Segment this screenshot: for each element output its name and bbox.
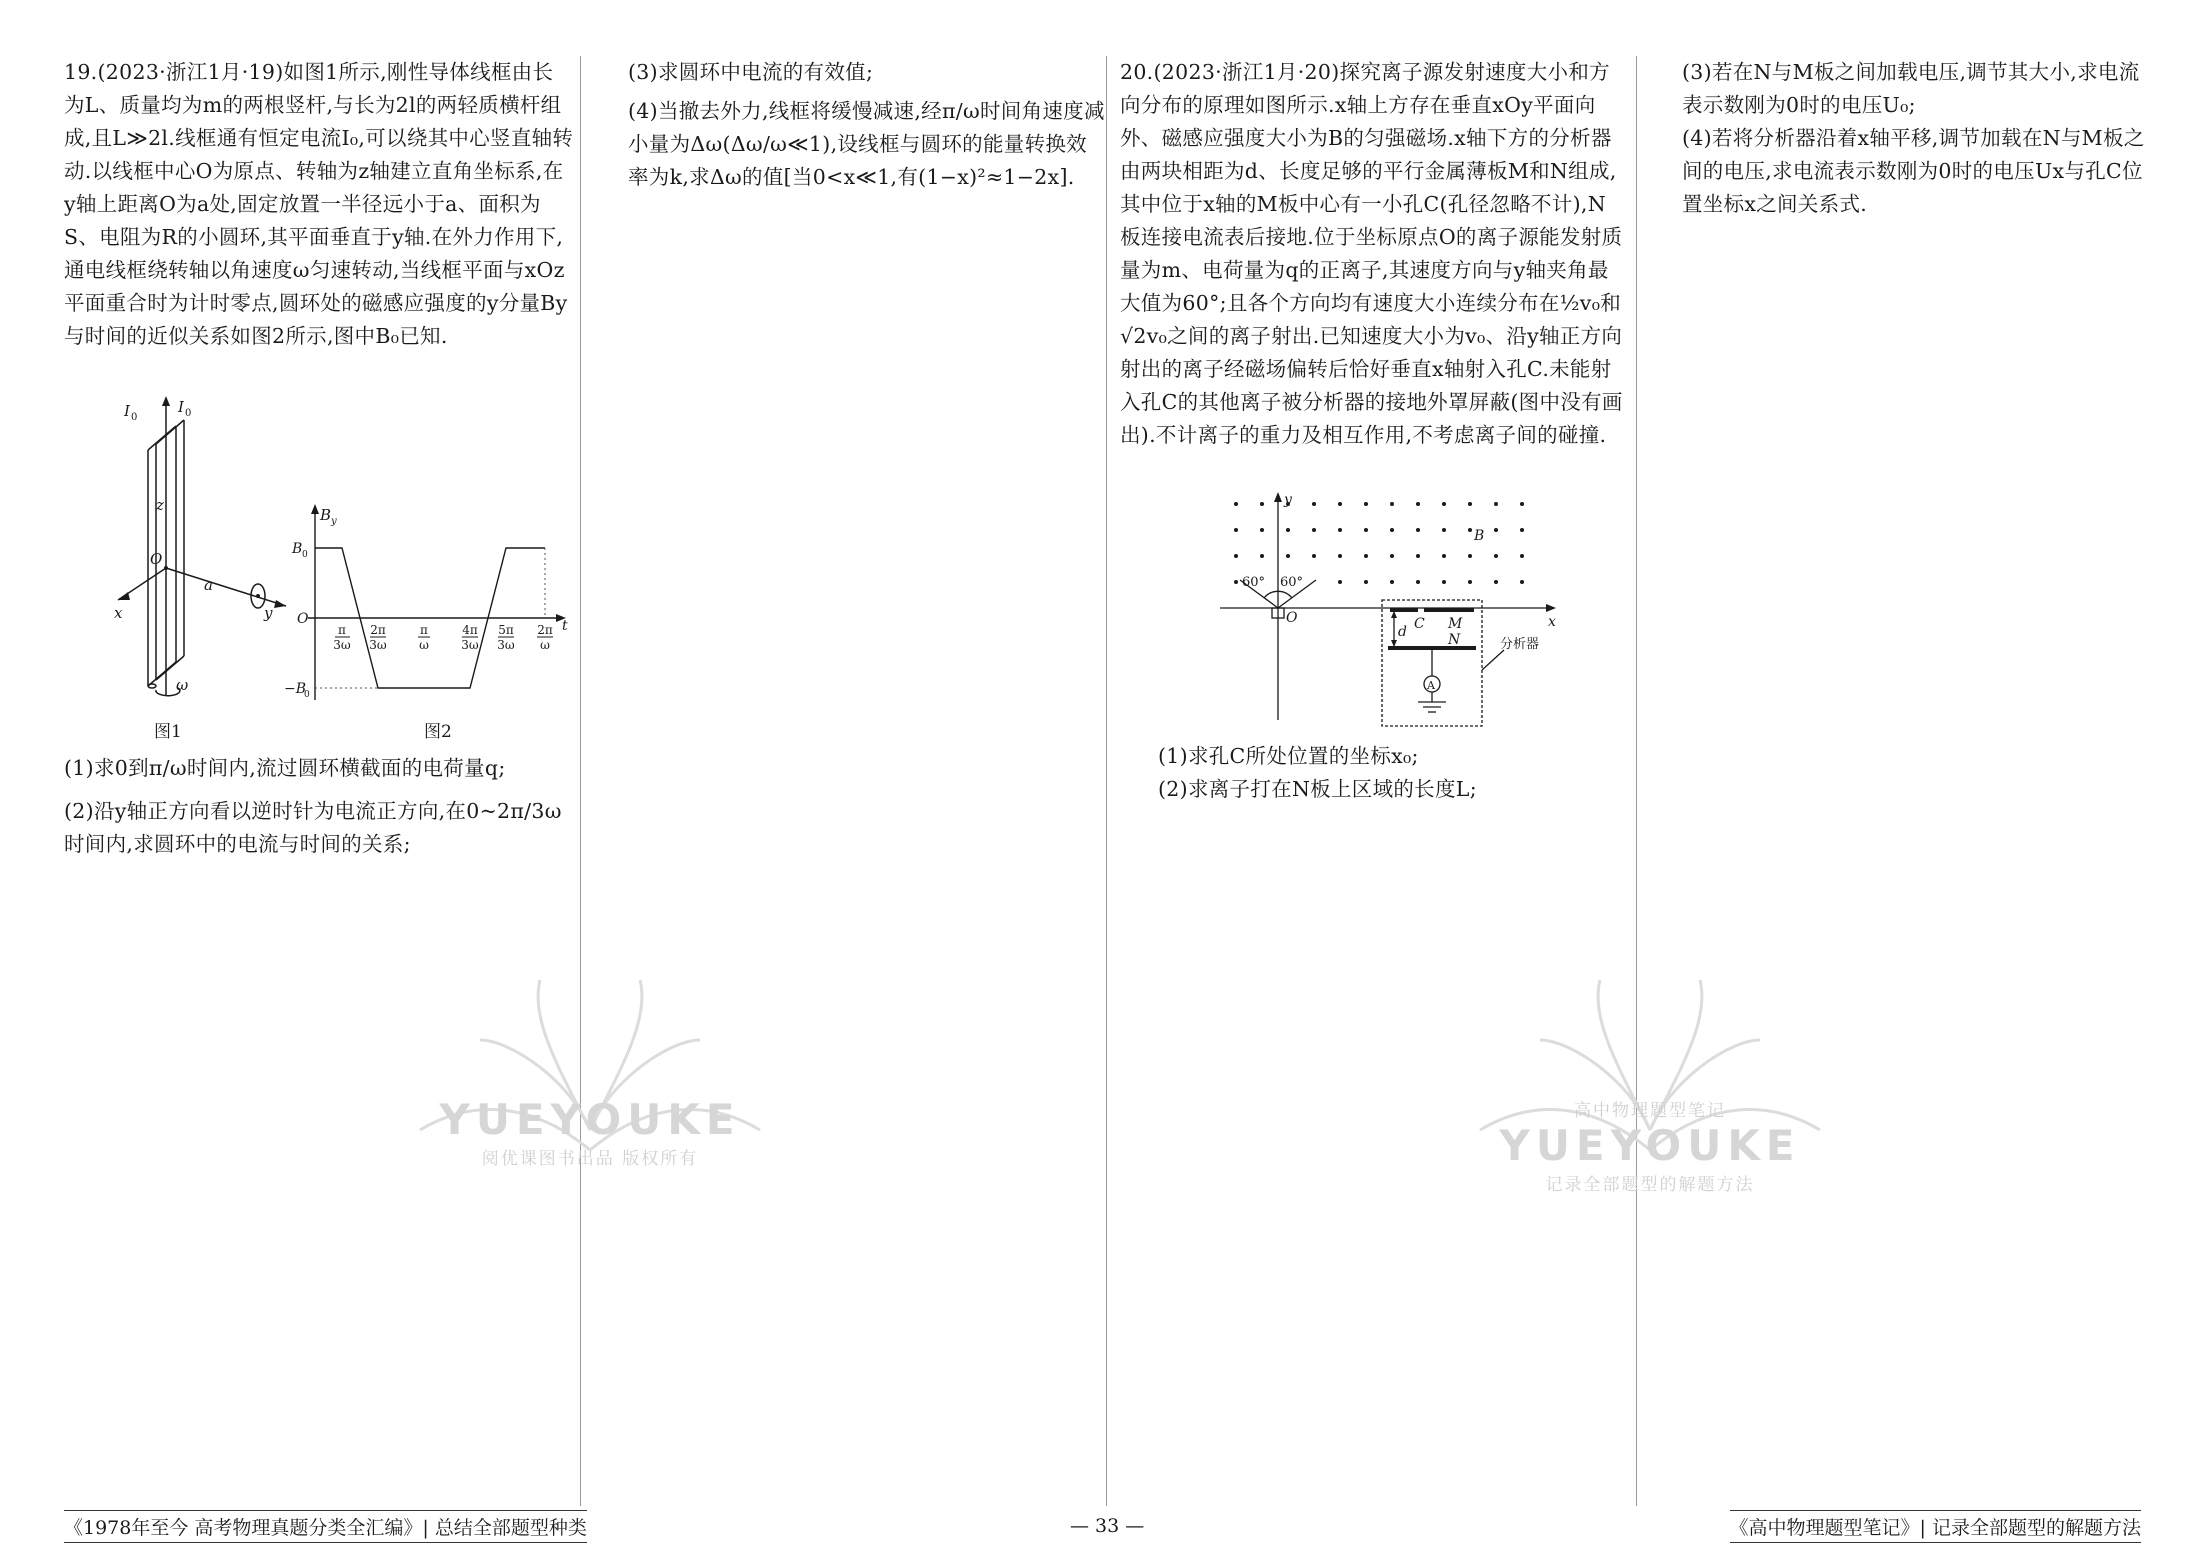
field-dot <box>1494 528 1498 532</box>
field-dot <box>1338 580 1342 584</box>
svg-text:t: t <box>562 618 568 634</box>
svg-text:π: π <box>338 623 346 637</box>
svg-text:a: a <box>204 576 213 594</box>
watermark-brand-right: YUEYOUKE <box>1499 1121 1801 1170</box>
field-dot <box>1260 554 1264 558</box>
field-dot <box>1494 502 1498 506</box>
field-dot <box>1494 580 1498 584</box>
q19-sub3: (3)求圆环中电流的有效值; <box>628 60 874 84</box>
q20-column <box>1120 56 1626 452</box>
svg-text:x: x <box>1548 614 1556 630</box>
svg-text:A: A <box>1427 679 1435 692</box>
field-dot <box>1312 528 1316 532</box>
field-dot <box>1520 502 1524 506</box>
svg-text:3ω: 3ω <box>333 638 351 652</box>
field-dot <box>1520 554 1524 558</box>
svg-text:N: N <box>1448 632 1461 648</box>
field-dot <box>1234 554 1238 558</box>
field-dot <box>1416 554 1420 558</box>
field-dot <box>1364 528 1368 532</box>
q19-fig1-caption: 图1 <box>154 722 182 742</box>
field-dot <box>1442 528 1446 532</box>
svg-text:2π: 2π <box>537 623 553 637</box>
svg-text:I: I <box>178 398 184 416</box>
svg-text:4π: 4π <box>462 623 478 637</box>
svg-text:2π: 2π <box>370 623 386 637</box>
watermark-caption-right: 记录全部题型的解题方法 <box>1545 1175 1755 1195</box>
q19-sub2: (2)沿y轴正方向看以逆时针为电流正方向,在0~2π/3ω时间内,求圆环中的电流与时间的关系; <box>64 799 562 856</box>
field-dot <box>1312 554 1316 558</box>
svg-text:3ω: 3ω <box>461 638 479 652</box>
svg-text:60°: 60° <box>1242 575 1266 590</box>
svg-text:π: π <box>420 623 428 637</box>
svg-text:B: B <box>320 506 332 524</box>
svg-text:O: O <box>297 611 309 627</box>
field-dot <box>1364 502 1368 506</box>
q19-stem: 19.(2023·浙江1月·19)如图1所示,刚性导体线框由长为L、质量均为m的两根竖杆,与长为2l的两轻质横杆组成,且L≫2l.线框通有恒定电流I₀,可以绕其中心竖直轴转动.以线框中心O为原点、转轴为z轴建立直角坐标系,在y轴上距离O为a处,固定放置一半径远小于a、面积为S、电阻为R的小圆环,其平面垂直于y轴.在外力作用下,通电线框绕转轴以角速度ω匀速转动,当线框平面与xOz平面重合时为计时零点,圆环处的磁感应强度的y分量By与时间的近似关系如图2所示,图中B₀已知. <box>64 60 574 348</box>
q20-sub4: (4)若将分析器沿着x轴平移,调节加载在N与M板之间的电压,求电流表示数刚为0时的电压Ux与孔C位置坐标x之间关系式. <box>1682 126 2145 216</box>
svg-text:ω: ω <box>540 638 550 652</box>
field-dot <box>1390 528 1394 532</box>
svg-text:d: d <box>1398 624 1407 640</box>
field-dot <box>1234 528 1238 532</box>
q19-column <box>64 56 574 353</box>
svg-text:0: 0 <box>302 550 308 560</box>
svg-text:y: y <box>1284 492 1292 508</box>
field-dot <box>1520 528 1524 532</box>
q19-sub-questions-1-2 <box>64 752 574 861</box>
page-number: — 33 — <box>1070 1515 1145 1537</box>
field-dot <box>1338 528 1342 532</box>
field-dot <box>1338 554 1342 558</box>
q19-figure-2 <box>284 500 570 710</box>
svg-text:y: y <box>331 516 337 527</box>
q19-continued-column <box>628 56 1106 194</box>
footer-right-title: 《高中物理题型笔记》| 记录全部题型的解题方法 <box>1730 1510 2141 1543</box>
field-dot <box>1468 554 1472 558</box>
q20-sub1: (1)求孔C所处位置的坐标x₀; <box>1158 744 1419 768</box>
field-dot <box>1260 528 1264 532</box>
footer-left-title: 《1978年至今 高考物理真题分类全汇编》| 总结全部题型种类 <box>64 1510 587 1543</box>
svg-text:ω: ω <box>419 638 429 652</box>
field-dot <box>1416 580 1420 584</box>
field-dot <box>1312 502 1316 506</box>
field-dot <box>1442 580 1446 584</box>
q20-sub2: (2)求离子打在N板上区域的长度L; <box>1158 777 1477 801</box>
watermark-right <box>1450 1010 1850 1195</box>
svg-text:0: 0 <box>185 408 192 419</box>
field-dot <box>1442 554 1446 558</box>
watermark-brand-left: YUEYOUKE <box>439 1095 741 1144</box>
svg-text:x: x <box>114 604 123 622</box>
svg-text:I: I <box>124 402 130 420</box>
field-dot <box>1468 502 1472 506</box>
svg-text:3ω: 3ω <box>369 638 387 652</box>
watermark-title-right: 高中物理题型笔记 <box>1574 1101 1726 1121</box>
field-dot <box>1286 528 1290 532</box>
svg-text:3ω: 3ω <box>497 638 515 652</box>
field-dot <box>1338 502 1342 506</box>
field-dot <box>1234 580 1238 584</box>
q19-fig2-caption: 图2 <box>424 722 452 742</box>
svg-text:C: C <box>1414 616 1425 632</box>
field-dot <box>1520 580 1524 584</box>
q19-sub1: (1)求0到π/ω时间内,流过圆环横截面的电荷量q; <box>64 756 506 780</box>
svg-text:y: y <box>264 604 273 622</box>
svg-text:z: z <box>156 496 164 514</box>
q20-sub-questions-1-2 <box>1158 740 1628 806</box>
field-dot <box>1390 554 1394 558</box>
svg-text:0: 0 <box>131 412 138 423</box>
field-dot <box>1364 580 1368 584</box>
field-dot <box>1416 502 1420 506</box>
q20-figure <box>1220 490 1560 730</box>
q19-sub4: (4)当撤去外力,线框将缓慢减速,经π/ω时间角速度减小量为Δω(Δω/ω≪1),设线框与圆环的能量转换效率为k,求Δω的值[当0<x≪1,有(1−x)²≈1−2x]. <box>628 99 1105 189</box>
q20-stem: 20.(2023·浙江1月·20)探究离子源发射速度大小和方向分布的原理如图所示.x轴上方存在垂直xOy平面向外、磁感应强度大小为B的匀强磁场.x轴下方的分析器由两块相距为d、长度足够的平行金属薄板M和N组成,其中位于x轴的M板中心有一小孔C(孔径忽略不计),N板连接电流表后接地.位于坐标原点O的离子源能发射质量为m、电荷量为q的正离子,其速度方向与y轴夹角最大值为60°;且各个方向均有速度大小连续分布在½v₀和√2v₀之间的离子射出.已知速度大小为v₀、沿y轴正方向射出的离子经磁场偏转后恰好垂直x轴射入孔C.未能射入孔C的其他离子被分析器的接地外罩屏蔽(图中没有画出).不计离子的重力及相互作用,不考虑离子间的碰撞. <box>1120 60 1623 447</box>
svg-text:ω: ω <box>176 676 189 694</box>
svg-text:O: O <box>150 550 163 568</box>
field-dot <box>1286 554 1290 558</box>
q20-continued-column <box>1682 56 2160 221</box>
column-divider-3 <box>1636 56 1637 1506</box>
q19-figure-1 <box>108 390 308 710</box>
watermark-left <box>390 1010 790 1169</box>
svg-text:B: B <box>292 541 303 557</box>
field-dot <box>1390 502 1394 506</box>
field-dot <box>1494 554 1498 558</box>
watermark-caption-left: 阅优课图书出品 版权所有 <box>481 1149 699 1169</box>
field-dot <box>1364 554 1368 558</box>
field-dot <box>1390 580 1394 584</box>
svg-text:B: B <box>1474 528 1485 544</box>
svg-text:O: O <box>1286 610 1298 626</box>
field-dot <box>1468 580 1472 584</box>
column-divider-2 <box>1106 56 1107 1506</box>
svg-text:分析器: 分析器 <box>1500 637 1540 652</box>
field-dot <box>1442 502 1446 506</box>
field-dot <box>1416 528 1420 532</box>
svg-text:−B: −B <box>284 681 307 697</box>
svg-text:5π: 5π <box>498 623 514 637</box>
svg-text:M: M <box>1448 616 1463 632</box>
field-dot <box>1260 502 1264 506</box>
svg-text:60°: 60° <box>1280 575 1304 590</box>
column-divider-1 <box>580 56 581 1506</box>
svg-text:0: 0 <box>304 690 310 700</box>
field-dot <box>1234 502 1238 506</box>
q20-sub3: (3)若在N与M板之间加载电压,调节其大小,求电流表示数刚为0时的电压U₀; <box>1682 60 2140 117</box>
field-dot <box>1468 528 1472 532</box>
